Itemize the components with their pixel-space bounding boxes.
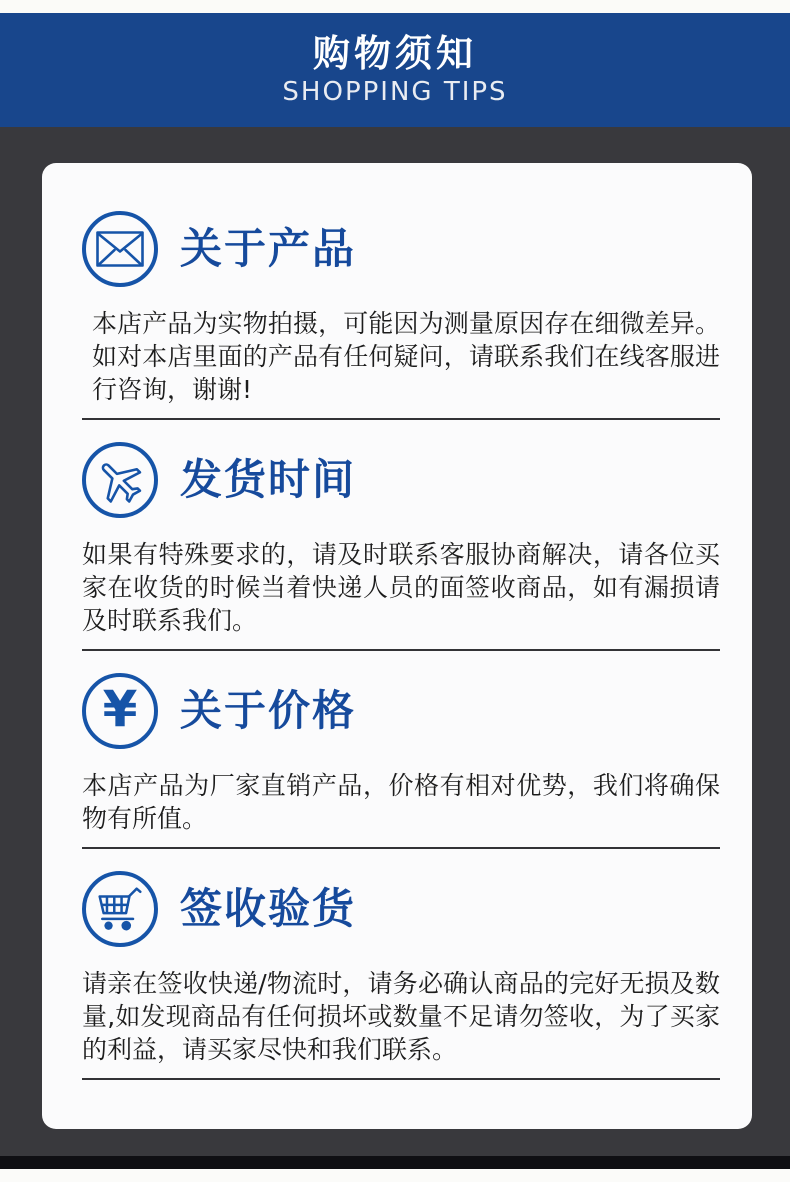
section-title: 签收验货 <box>180 884 357 933</box>
section-divider <box>82 847 720 849</box>
page-subtitle: SHOPPING TIPS <box>282 77 508 107</box>
yen-symbol: ¥ <box>102 680 138 738</box>
yen-icon <box>82 673 158 749</box>
section-body-text: 本店产品为实物拍摄，可能因为测量原因存在细微差异。如对本店里面的产品有任何疑问，请联系我们在线客服进行咨询，谢谢! <box>92 309 720 404</box>
section-title: 关于产品 <box>180 224 357 273</box>
section-divider <box>82 1078 720 1080</box>
section-body-text: 请亲在签收快递/物流时，请务必确认商品的完好无损及数量,如发现商品有任何损坏或数量不足请勿签收，为了买家的利益，请买家尽快和我们联系。 <box>82 969 720 1064</box>
section-about-product <box>82 211 720 420</box>
section-header <box>82 673 720 749</box>
section-sign-inspect <box>82 871 720 1080</box>
section-body-text: 如果有特殊要求的，请及时联系客服协商解决，请各位买家在收货的时候当着快递人员的面签收商品，如有漏损请及时联系我们。 <box>82 540 720 635</box>
top-white-strip <box>0 0 790 13</box>
dark-background <box>0 127 790 1156</box>
section-header <box>82 442 720 518</box>
section-title: 关于价格 <box>180 686 357 735</box>
section-header <box>82 871 720 947</box>
section-shipping-time <box>82 442 720 651</box>
section-title: 发货时间 <box>180 455 357 504</box>
section-about-price <box>82 673 720 849</box>
section-divider <box>82 418 720 420</box>
bottom-black-strip <box>0 1156 790 1169</box>
envelope-icon <box>82 211 158 287</box>
airplane-icon <box>82 442 158 518</box>
shopping-tips-card <box>42 163 752 1129</box>
cart-icon <box>82 871 158 947</box>
page-header-banner <box>0 13 790 127</box>
section-divider <box>82 649 720 651</box>
page-title: 购物须知 <box>313 32 477 75</box>
section-header <box>82 211 720 287</box>
section-body-text: 本店产品为厂家直销产品，价格有相对优势，我们将确保物有所值。 <box>82 771 720 833</box>
